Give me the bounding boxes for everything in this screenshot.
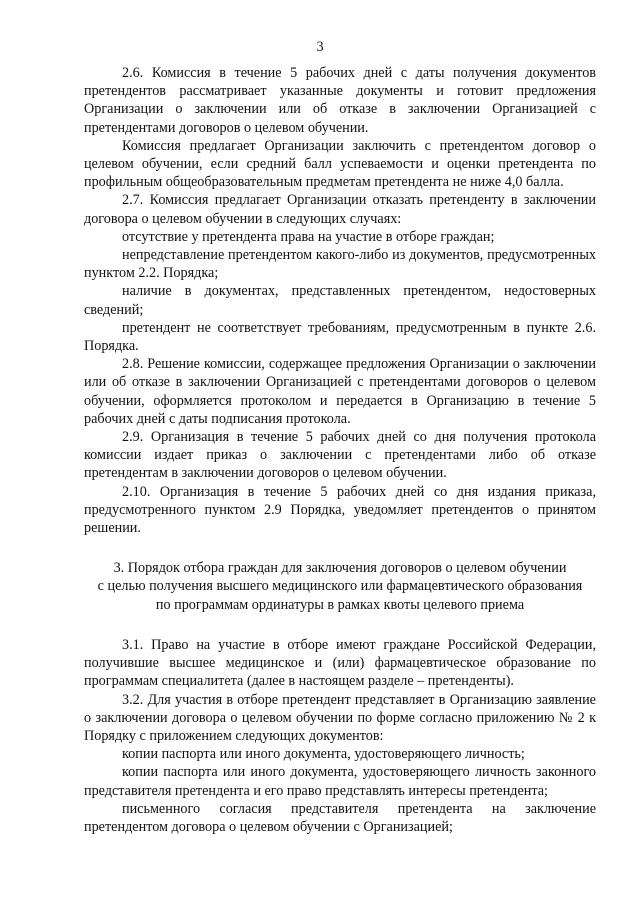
list-item-no-right: отсутствие у претендента права на участие в отборе граждан; (122, 228, 495, 245)
paragraph-3-2: 3.2. Для участия в отборе претендент представляет в Организацию заявление о заключении договора о целевом обучении по форме согласно приложению № 2 к Порядку с приложением следующих документов: (84, 691, 596, 744)
paragraph-2-6: 2.6. Комиссия в течение 5 рабочих дней с даты получения документов претендентов рассматривает указанные документы и готовит предложения Организации о заключении или об отказе в заключении Организацией с претендентами договоров о целевом обучении. (84, 65, 596, 136)
list-item-false-info: наличие в документах, представленных претендентом, недостоверных сведений; (84, 283, 596, 318)
list-item-no-documents: непредставление претендентом какого-либо из документов, предусмотренных пунктом 2.2. Порядка; (84, 247, 596, 282)
section-3-heading-line-2: с целью получения высшего медицинского или фармацевтического образования (97, 578, 583, 595)
paragraph-2-7: 2.7. Комиссия предлагает Организации отказать претенденту в заключении договора о целевом обучении в следующих случаях: (84, 192, 596, 227)
section-3-heading-line-1: 3. Порядок отбора граждан для заключения договоров о целевом обучении (113, 560, 567, 577)
paragraph-3-1: 3.1. Право на участие в отборе имеют граждане Российской Федерации, получившие высшее медицинское и (или) фармацевтическое образование по программам специалитета (далее в настоящем разделе – претенденты). (84, 636, 596, 690)
section-3-heading (84, 559, 596, 614)
list-item-passport-copy: копии паспорта или иного документа, удостоверяющего личность; (122, 746, 525, 763)
paragraph-commission-offer: Комиссия предлагает Организации заключить с претендентом договор о целевом обучении, если средний балл успеваемости и оценки претендента по профильным общеобразовательным предметам претендента не ниже 4,0 балла. (84, 137, 596, 191)
document-body (84, 64, 596, 836)
section-3-heading-line-3: по программам ординатуры в рамках квоты целевого приема (155, 596, 525, 613)
page-number: 3 (316, 39, 324, 55)
paragraph-2-9: 2.9. Организация в течение 5 рабочих дней со дня получения протокола комиссии издает приказ о заключении с претендентами либо об отказе претендентам в заключении договоров о целевом обучении. (84, 429, 596, 482)
paragraph-2-8: 2.8. Решение комиссии, содержащее предложения Организации о заключении или об отказе в заключении Организацией с претендентами договоров о целевом обучении, оформляется протоколом и передается в Организацию в течение 5 рабочих дней с даты подписания протокола. (84, 356, 596, 427)
list-item-requirements: претендент не соответствует требованиям, предусмотренным в пункте 2.6. Порядка. (84, 319, 596, 355)
list-item-representative-consent: письменного согласия представителя претендента на заключение претендентом договора о целевом обучении с Организацией; (84, 800, 596, 835)
paragraph-2-10: 2.10. Организация в течение 5 рабочих дней со дня издания приказа, предусмотренного пунктом 2.9 Порядка, уведомляет претендентов о принятом решении. (84, 483, 596, 537)
list-item-representative-passport: копии паспорта или иного документа, удостоверяющего личность законного представителя претендента и его право представлять интересы претендента; (84, 764, 596, 799)
